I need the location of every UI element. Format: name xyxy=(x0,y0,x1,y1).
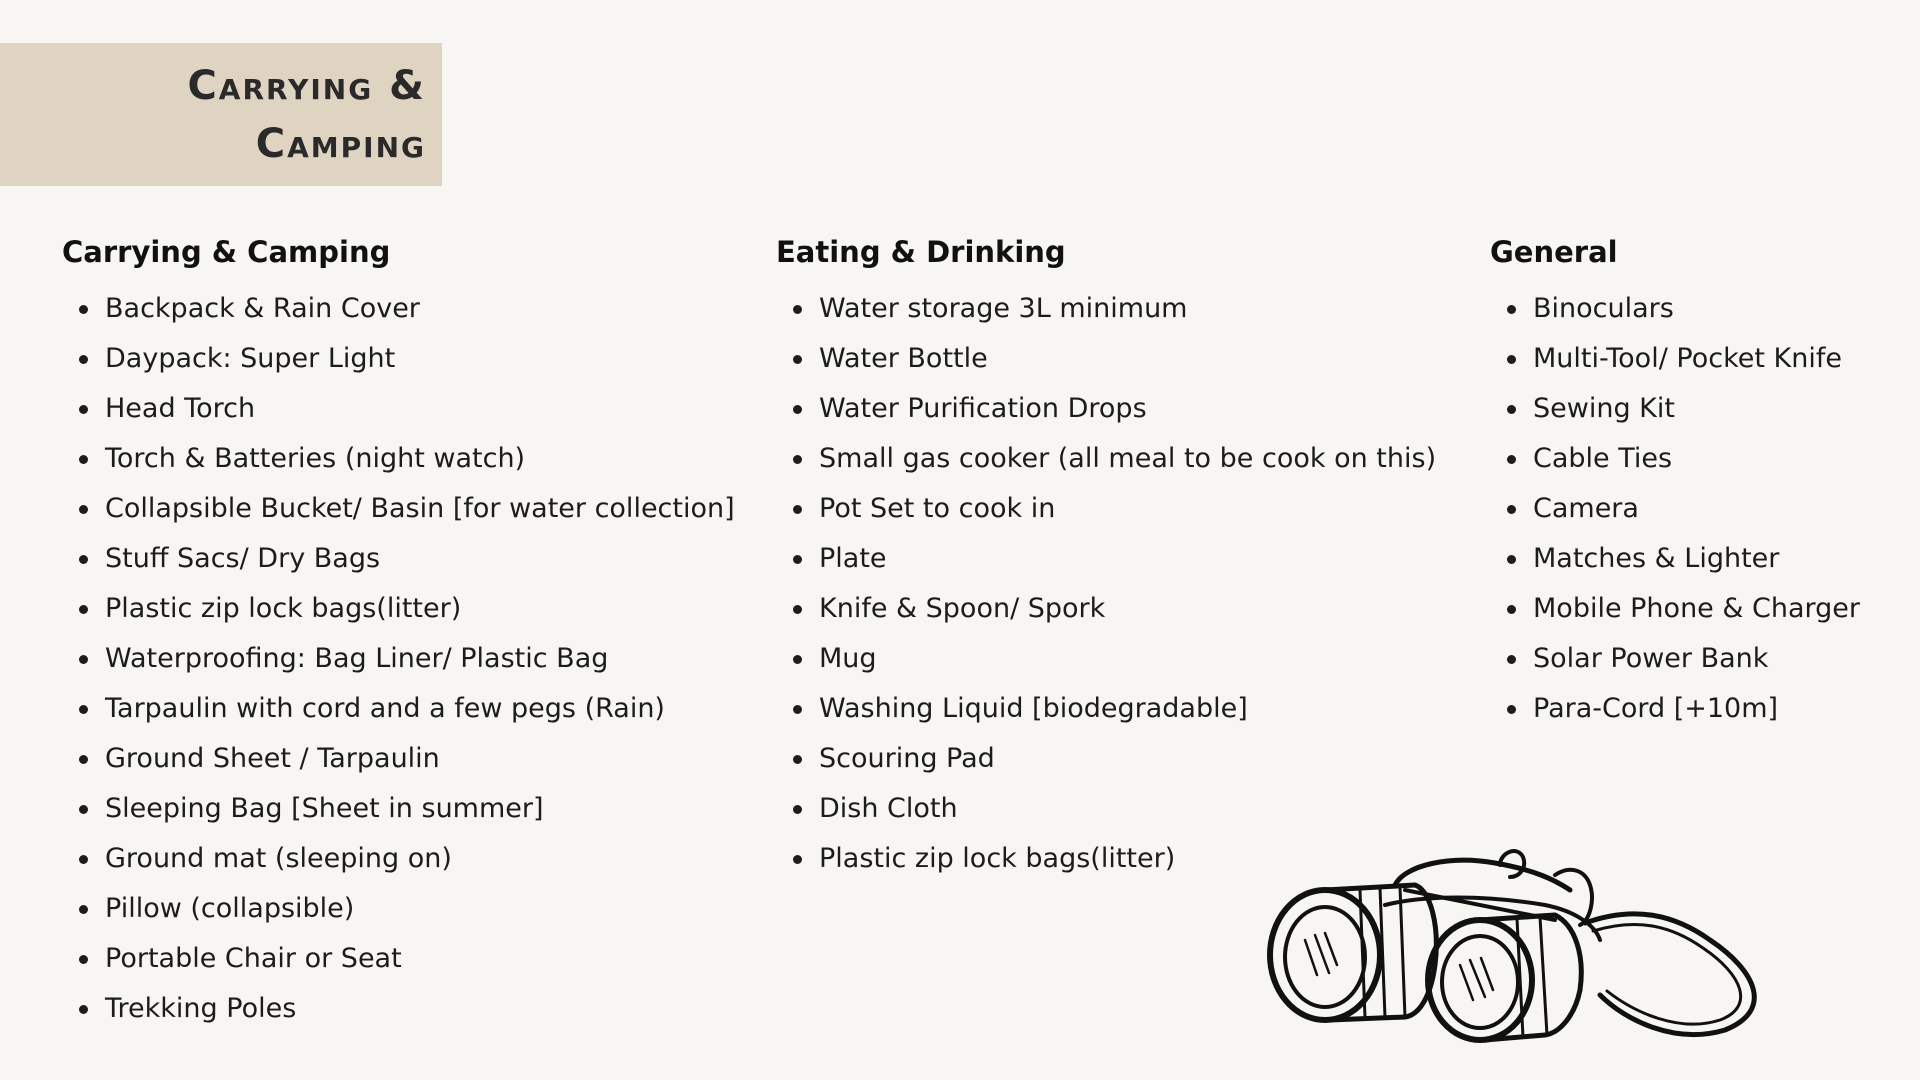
column-heading: General xyxy=(1490,235,1618,269)
list-item: Binoculars xyxy=(1490,284,1910,334)
list-item: Waterproofing: Bag Liner/ Plastic Bag xyxy=(62,634,742,684)
list-item: Water Bottle xyxy=(776,334,1456,384)
list-item: Daypack: Super Light xyxy=(62,334,742,384)
list-item: Tarpaulin with cord and a few pegs (Rain) xyxy=(62,684,742,734)
list-item: Torch & Batteries (night watch) xyxy=(62,434,742,484)
column-heading: Carrying & Camping xyxy=(62,235,391,269)
column-carrying-camping xyxy=(62,232,742,1034)
list-item: Trekking Poles xyxy=(62,984,742,1034)
list-item: Plastic zip lock bags(litter) xyxy=(62,584,742,634)
list-item: Water Purification Drops xyxy=(776,384,1456,434)
list-item: Portable Chair or Seat xyxy=(62,934,742,984)
item-list xyxy=(1490,284,1910,734)
item-list xyxy=(62,284,742,1034)
list-item: Plastic zip lock bags(litter) xyxy=(776,834,1456,884)
binoculars-icon xyxy=(1255,845,1765,1045)
list-item: Sleeping Bag [Sheet in summer] xyxy=(62,784,742,834)
column-eating-drinking xyxy=(776,232,1456,884)
list-item: Dish Cloth xyxy=(776,784,1456,834)
list-item: Camera xyxy=(1490,484,1910,534)
list-item: Knife & Spoon/ Spork xyxy=(776,584,1456,634)
column-heading: Eating & Drinking xyxy=(776,235,1066,269)
list-item: Scouring Pad xyxy=(776,734,1456,784)
list-item: Washing Liquid [biodegradable] xyxy=(776,684,1456,734)
list-item: Ground Sheet / Tarpaulin xyxy=(62,734,742,784)
item-list xyxy=(776,284,1456,884)
list-item: Pillow (collapsible) xyxy=(62,884,742,934)
list-item: Water storage 3L minimum xyxy=(776,284,1456,334)
list-item: Multi-Tool/ Pocket Knife xyxy=(1490,334,1910,384)
column-general xyxy=(1490,232,1910,734)
list-item: Stuff Sacs/ Dry Bags xyxy=(62,534,742,584)
list-item: Pot Set to cook in xyxy=(776,484,1456,534)
list-item: Small gas cooker (all meal to be cook on this) xyxy=(776,434,1456,484)
list-item: Plate xyxy=(776,534,1456,584)
list-item: Ground mat (sleeping on) xyxy=(62,834,742,884)
list-item: Sewing Kit xyxy=(1490,384,1910,434)
list-item: Mug xyxy=(776,634,1456,684)
list-item: Mobile Phone & Charger xyxy=(1490,584,1910,634)
list-item: Matches & Lighter xyxy=(1490,534,1910,584)
list-item: Collapsible Bucket/ Basin [for water collection] xyxy=(62,484,742,534)
list-item: Para-Cord [+10m] xyxy=(1490,684,1910,734)
list-item: Cable Ties xyxy=(1490,434,1910,484)
title-block xyxy=(0,43,442,186)
list-item: Backpack & Rain Cover xyxy=(62,284,742,334)
title-line-1: Carrying & xyxy=(187,63,426,109)
list-item: Head Torch xyxy=(62,384,742,434)
list-item: Solar Power Bank xyxy=(1490,634,1910,684)
title-line-2: Camping xyxy=(255,121,426,167)
